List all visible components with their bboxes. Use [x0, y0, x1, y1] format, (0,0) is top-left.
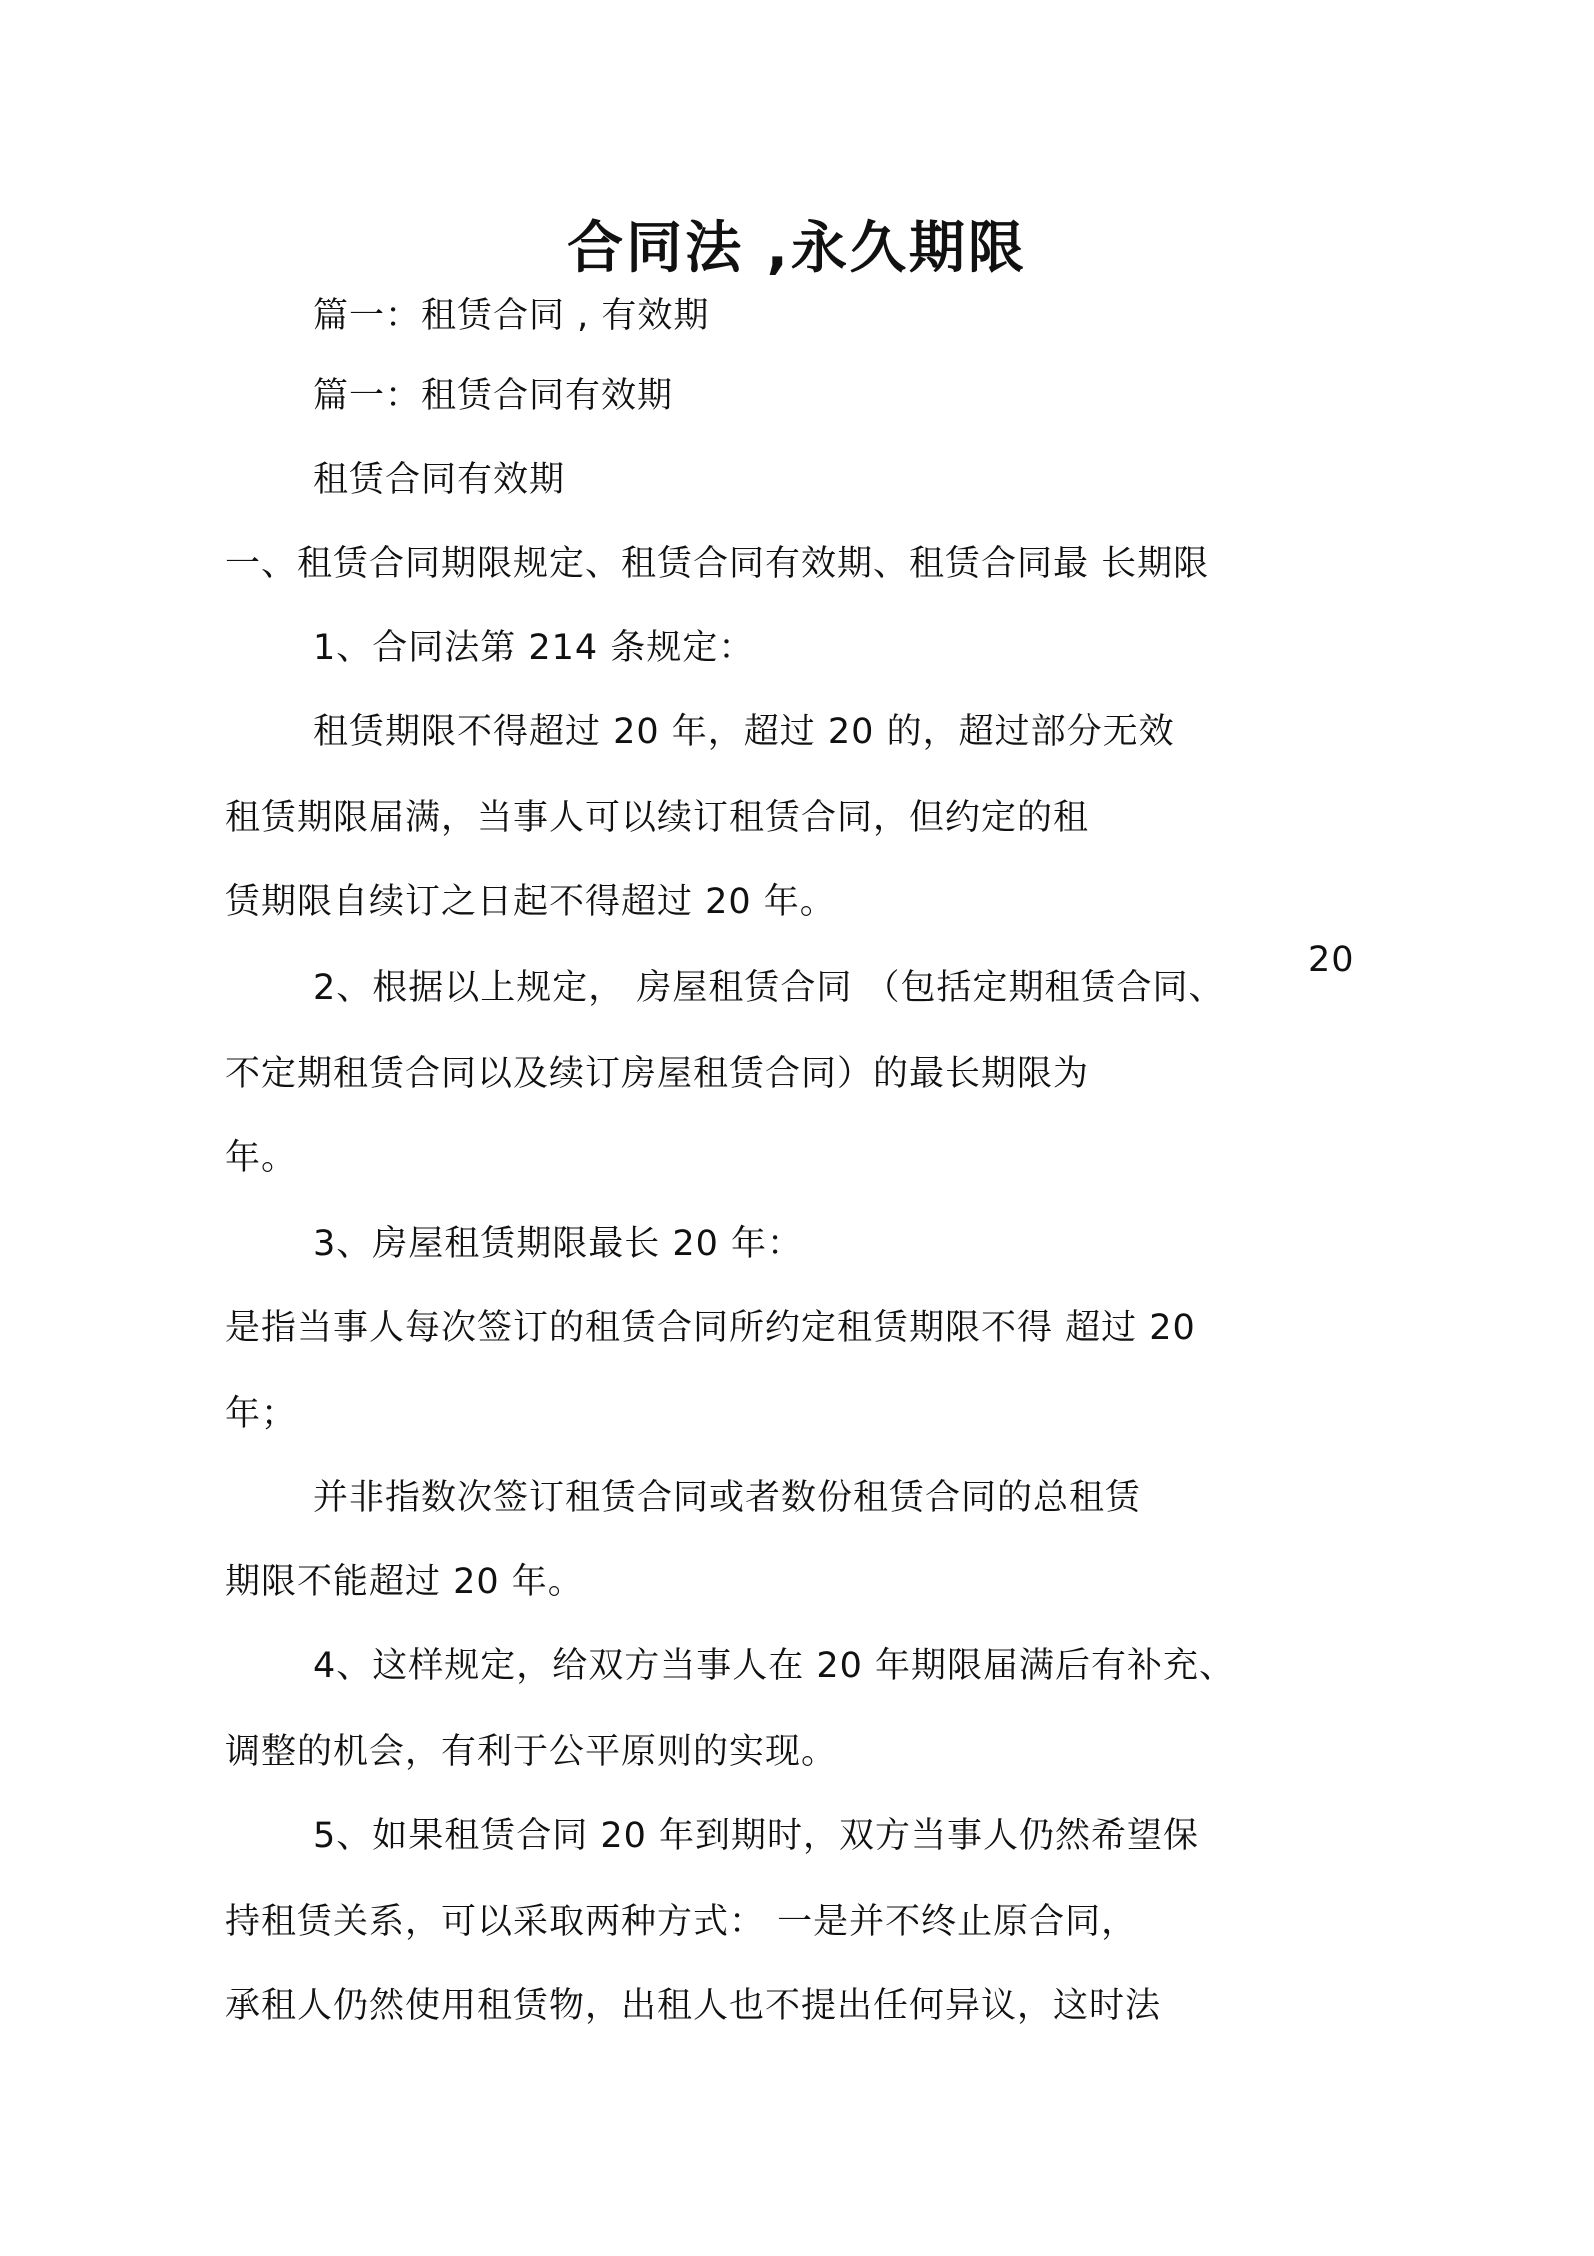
- paragraph-line: 5、如果租赁合同 20 年到期时，双方当事人仍然希望保: [313, 1816, 1200, 1856]
- paragraph-line: 是指当事人每次签订的租赁合同所约定租赁期限不得 超过 20: [225, 1308, 1196, 1348]
- subheading-2: 篇一：租赁合同有效期: [313, 376, 674, 416]
- paragraph-line: 租赁期限届满，当事人可以续订租赁合同，但约定的租: [225, 798, 1090, 838]
- subheading-1: 篇一：租赁合同 , 有效期: [313, 296, 710, 336]
- paragraph-line: 不定期租赁合同以及续订房屋租赁合同）的最长期限为: [225, 1054, 1090, 1094]
- section-heading: 一、租赁合同期限规定、租赁合同有效期、租赁合同最 长期限: [225, 544, 1210, 584]
- paragraph-line: 年。: [225, 1138, 298, 1178]
- page-title: 合同法 ,永久期限: [567, 216, 1027, 281]
- paragraph-line: 并非指数次签订租赁合同或者数份租赁合同的总租赁: [313, 1478, 1142, 1518]
- paragraph-line: 2、根据以上规定， 房屋租赁合同 （包括定期租赁合同、: [313, 968, 1225, 1008]
- subheading-3: 租赁合同有效期: [313, 460, 566, 500]
- paragraph-line: 赁期限自续订之日起不得超过 20 年。: [225, 882, 836, 922]
- paragraph-line: 期限不能超过 20 年。: [225, 1562, 584, 1602]
- paragraph-line: 承租人仍然使用租赁物，出租人也不提出任何异议，这时法: [225, 1986, 1162, 2026]
- paragraph-line: 持租赁关系，可以采取两种方式： 一是并不终止原合同，: [225, 1902, 1138, 1942]
- paragraph-line: 租赁期限不得超过 20 年，超过 20 的，超过部分无效: [313, 712, 1175, 752]
- paragraph-line: 4、这样规定，给双方当事人在 20 年期限届满后有补充、: [313, 1646, 1236, 1686]
- paragraph-line: 1、合同法第 214 条规定：: [313, 628, 755, 668]
- margin-number: 20: [1308, 940, 1355, 980]
- paragraph-line: 年；: [225, 1394, 298, 1434]
- paragraph-line: 3、房屋租赁期限最长 20 年：: [313, 1224, 804, 1264]
- paragraph-line: 调整的机会，有利于公平原则的实现。: [225, 1732, 838, 1772]
